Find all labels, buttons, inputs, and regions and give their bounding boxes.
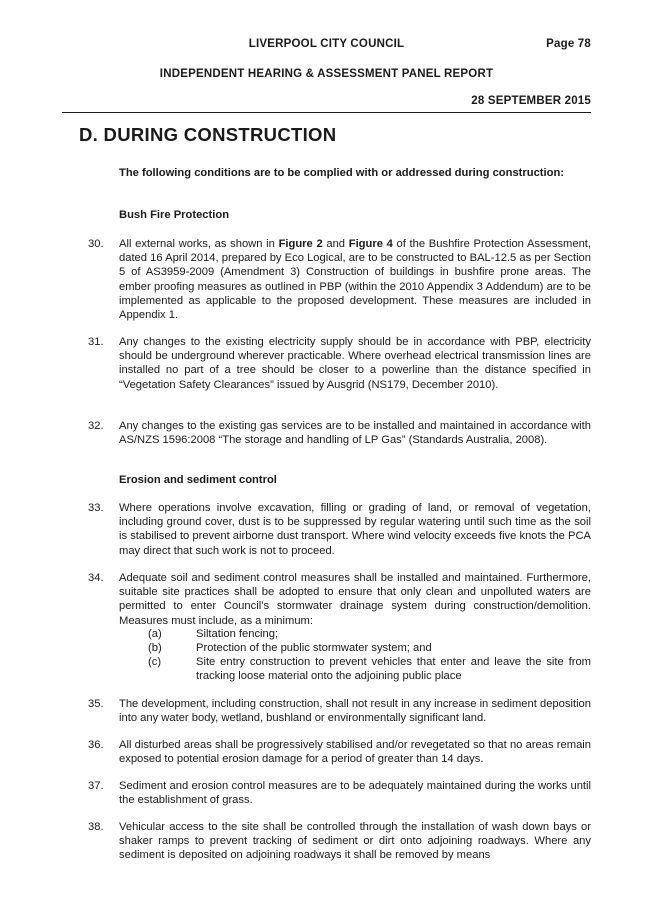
figure-2-ref: Figure 2 [278, 238, 323, 250]
list-item-text: Siltation fencing; [196, 628, 279, 640]
condition-30-text-part3: of the Bushfire Protection Assessment, dated 16 April 2014, prepared by Eco Logical, are to be constructed to BAL-12.5 as per Section 5 of AS3959-2009 (Amendment 3) Construction of buildings in bushfire prone areas. The ember proofing measures as outlined in PBP (within the 2010 Appendix 3 Addendum) are to be implemented as applicable to the proposed development. These measures are included in Appendix 1. [119, 238, 592, 322]
condition-31-text: Any changes to the existing electricity supply should be in accordance with PBP, electricity should be underground wherever practicable. Where overhead electrical transmission lines are installed no part of a tree should be closer to a powerline than the distance specified in “Vegetation Safety Clearances” issued by Ausgrid (NS179, December 2010). [119, 336, 591, 391]
section-title: D. DURING CONSTRUCTION [79, 124, 337, 145]
condition-33-text: Where operations involve excavation, filling or grading of land, or removal of vegetation, including ground cover, dust is to be suppressed by regular watering until such time as the soil is stabilised to prevent airborne dust transport. Where wind velocity exceeds five knots the PCA may direct that such work is not to proceed. [119, 502, 591, 557]
report-title: INDEPENDENT HEARING & ASSESSMENT PANEL REPORT [159, 68, 494, 80]
intro-paragraph: The following conditions are to be complied with or addressed during construction: [119, 167, 565, 179]
condition-38-text: Vehicular access to the site shall be controlled through the installation of wash down bays or shaker ramps to prevent tracking of sediment or dirt onto adjoining roadways. Where any sediment is deposited on adjoining roadways it shall be removed by means [119, 821, 591, 862]
condition-number: 34. [88, 572, 104, 584]
condition-30-text-part1: All external works, as shown in [119, 238, 279, 250]
condition-number: 37. [88, 780, 104, 792]
condition-number: 38. [88, 821, 104, 833]
condition-35-text: The development, including construction, shall not result in any increase in sediment deposition into any water body, wetland, bushland or environmentally significant land. [119, 698, 591, 725]
condition-number: 30. [88, 238, 104, 250]
list-item-letter: (a) [148, 628, 162, 640]
list-item-text: Protection of the public stormwater system; and [196, 642, 432, 654]
report-date: 28 SEPTEMBER 2015 [471, 95, 591, 107]
condition-number: 35. [88, 698, 104, 710]
condition-number: 33. [88, 502, 104, 514]
condition-34-text: Adequate soil and sediment control measures shall be installed and maintained. Furthermore, suitable site practices shall be adopted to ensure that only clean and unpolluted waters are permitted to enter Council’s stormwater drainage system during construction/demolition. Measures must include, as a minimum: [119, 572, 591, 627]
header-divider [62, 112, 591, 113]
list-item-letter: (b) [148, 642, 162, 654]
figure-4-ref: Figure 4 [348, 238, 393, 250]
condition-36-text: All disturbed areas shall be progressively stabilised and/or revegetated so that no areas remain exposed to potential erosion damage for a period of greater than 14 days. [119, 739, 591, 766]
page-number: Page 78 [546, 38, 591, 50]
list-item-letter: (c) [148, 656, 162, 668]
condition-30-text-part2: and [322, 238, 349, 250]
condition-37-text: Sediment and erosion control measures are to be adequately maintained during the works until the establishment of grass. [119, 780, 591, 807]
condition-number: 31. [88, 336, 104, 348]
council-name: LIVERPOOL CITY COUNCIL [248, 38, 405, 50]
condition-32-text: Any changes to the existing gas services are to be installed and maintained in accordance with AS/NZS 1596:2008 “The storage and handling of LP Gas” (Standards Australia, 2008). [119, 420, 591, 447]
list-item-text: Site entry construction to prevent vehicles that enter and leave the site from tracking loose material onto the adjoining public place [196, 656, 591, 683]
condition-30-text [119, 237, 591, 322]
subheading-erosion: Erosion and sediment control [119, 474, 277, 486]
subheading-bush-fire: Bush Fire Protection [119, 209, 230, 221]
condition-number: 32. [88, 420, 104, 432]
condition-number: 36. [88, 739, 104, 751]
